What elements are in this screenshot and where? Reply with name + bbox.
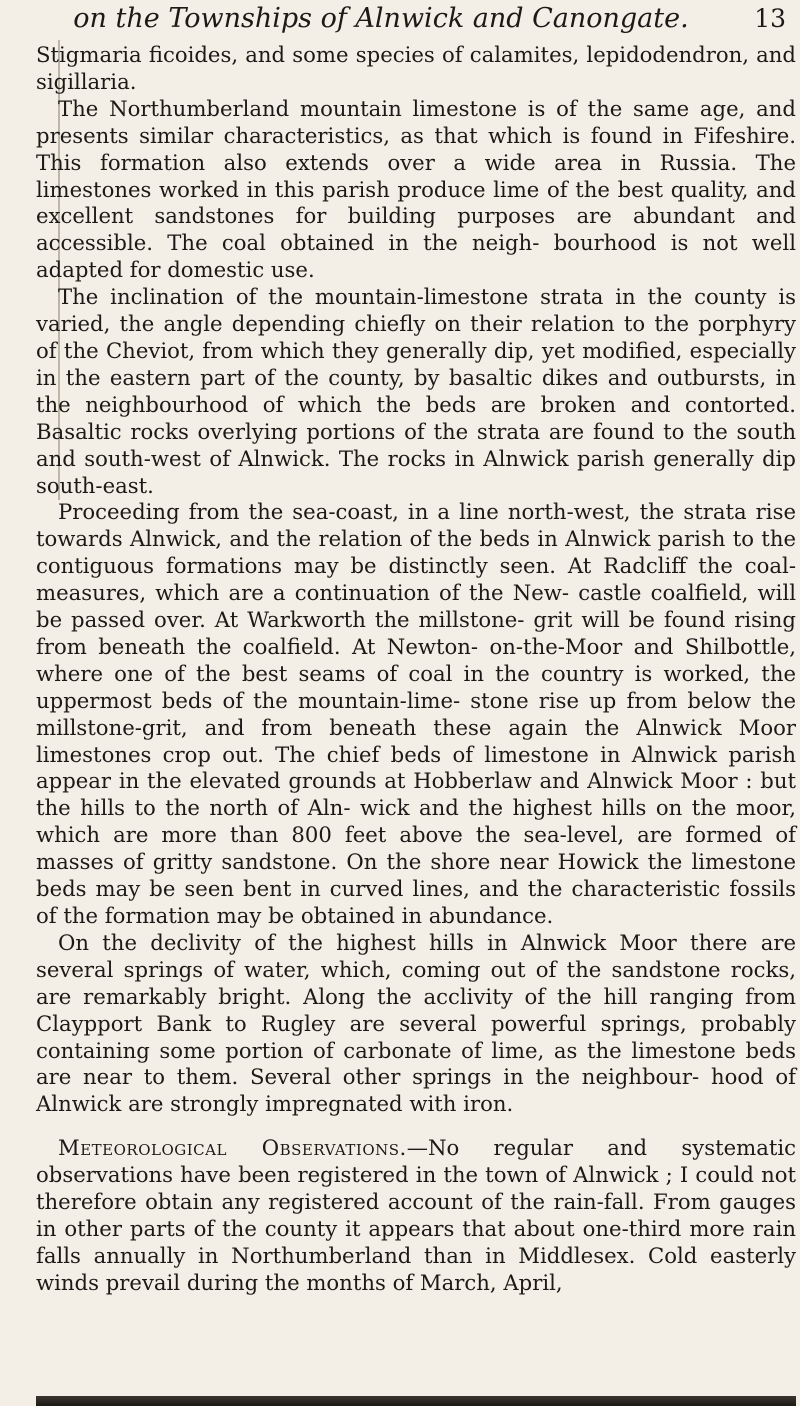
paragraph-inclination: The inclination of the mountain-limestone strata in the county is varied, the angle depending chiefly on their relation to the porphyry of the Cheviot, from which they generally dip, yet modified, especially in the eastern part of the county, by basaltic dikes and outbursts, in the neighbourhood of which the beds are broken and contorted. Basaltic rocks overlying portions of the strata are found to the south and south-west of Alnwick. The rocks in Alnwick parish generally dip south-east. (36, 284, 796, 498)
section-heading: Meteorological Observations. (58, 1135, 407, 1161)
book-page (36, 0, 796, 1406)
page-number: 13 (754, 4, 786, 33)
body-text (36, 42, 796, 1297)
running-title: on the Townships of Alnwick and Canongate. (73, 3, 689, 34)
paragraph-springs: On the declivity of the highest hills in Alnwick Moor there are several springs of water, which, coming out of the sandstone rocks, are remarkably bright. Along the acclivity of the hill ranging from Claypport Bank to Rugley are several powerful springs, probably containing some portion of carbonate of lime, as the limestone beds are near to them. Several other springs in the neighbour- hood of Alnwick are strongly impregnated with iron. (36, 929, 796, 1117)
section-spacer (36, 1118, 796, 1135)
paragraph-strata: Proceeding from the sea-coast, in a line north-west, the strata rise towards Alnwick, and the relation of the beds in Alnwick parish to the contiguous formations may be distinctly seen. At Radcliff the coal-measures, which are a continuation of the New- castle coalfield, will be passed over. At Warkworth the millstone- grit will be found rising from beneath the coalfield. At Newton- on-the-Moor and Shilbottle, where one of the best seams of coal in the country is worked, the uppermost beds of the mountain-lime- stone rise up from below the millstone-grit, and from beneath these again the Alnwick Moor limestones crop out. The chief beds of limestone in Alnwick parish appear in the elevated grounds at Hobberlaw and Alnwick Moor : but the hills to the north of Aln- wick and the highest hills on the moor, which are more than 800 feet above the sea-level, are formed of masses of gritty sandstone. On the shore near Howick the limestone beds may be seen bent in curved lines, and the characteristic fossils of the formation may be obtained in abundance. (36, 499, 796, 928)
paragraph-limestone: The Northumberland mountain limestone is of the same age, and presents similar characteristics, as that which is found in Fifeshire. This formation also extends over a wide area in Russia. The limestones worked in this parish produce lime of the best quality, and excellent sandstones for building purposes are abundant and accessible. The coal obtained in the neigh- bourhood is not well adapted for domestic use. (36, 95, 796, 283)
paragraph-fossils: Stigmaria ficoides, and some species of calamites, lepidodendron, and sigillaria. (36, 42, 796, 94)
meteorological-text: —No regular and systematic observations have been registered in the town of Alnwick ; I could not therefore obtain any registered account of the rain-fall. From gauges in other parts of the county it appears that about one-third more rain falls annually in Northumberland than in Middlesex. Cold easterly winds prevail during the months of March, April, (36, 1135, 796, 1295)
paragraph-meteorological (36, 1135, 796, 1296)
page-header (36, 2, 796, 36)
page-bottom-edge (36, 1396, 796, 1406)
